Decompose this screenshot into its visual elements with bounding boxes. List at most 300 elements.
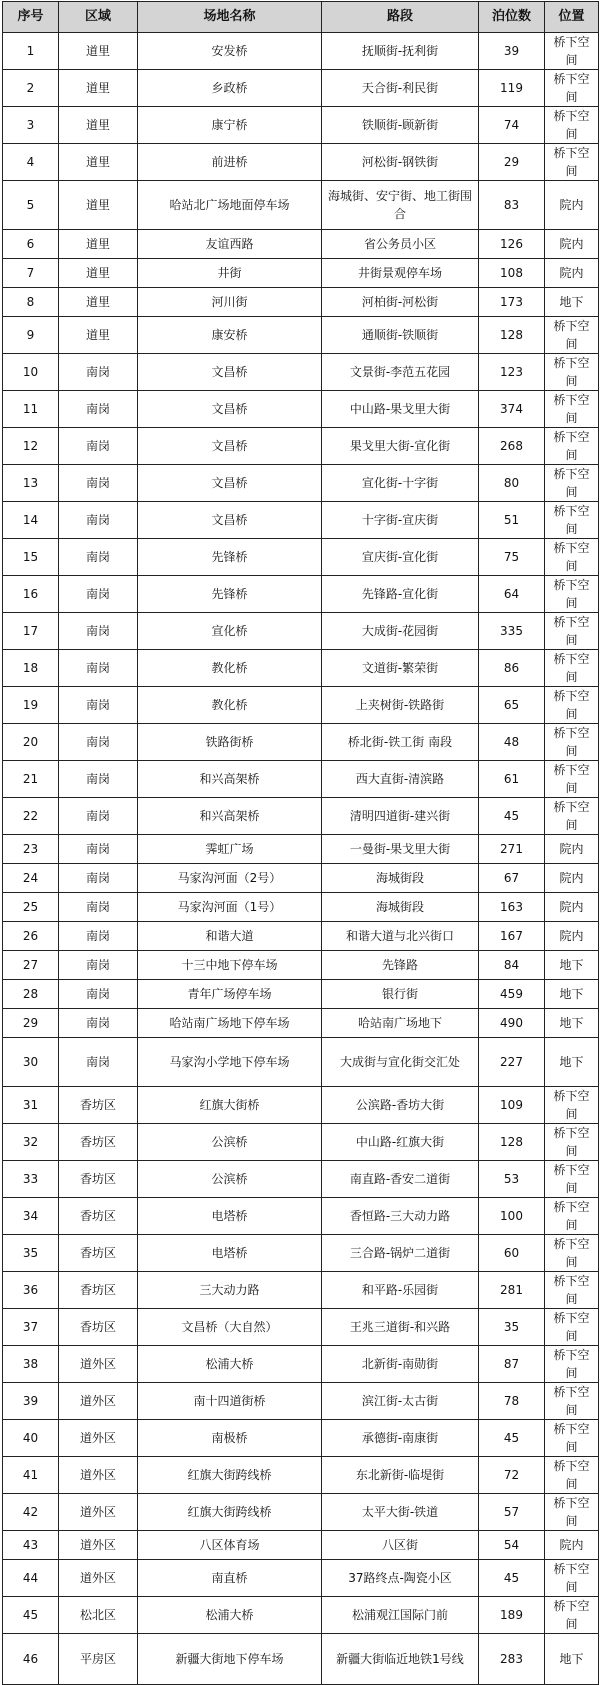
cell-district: 道里 <box>59 144 138 181</box>
cell-road-section: 省公务员小区 <box>322 230 479 259</box>
cell-location: 桥下空间 <box>545 1383 599 1420</box>
cell-road-section: 37路终点-陶瓷小区 <box>322 1560 479 1597</box>
cell-index: 26 <box>3 922 59 951</box>
cell-site-name: 电塔桥 <box>138 1235 322 1272</box>
cell-site-name: 南极桥 <box>138 1420 322 1457</box>
cell-site-name: 霁虹广场 <box>138 835 322 864</box>
cell-site-name: 三大动力路 <box>138 1272 322 1309</box>
cell-index: 29 <box>3 1009 59 1038</box>
cell-site-name: 乡政桥 <box>138 70 322 107</box>
cell-location: 桥下空间 <box>545 1124 599 1161</box>
cell-location: 桥下空间 <box>545 502 599 539</box>
cell-road-section: 松浦观江国际门前 <box>322 1597 479 1634</box>
cell-district: 南岗 <box>59 951 138 980</box>
cell-district: 南岗 <box>59 576 138 613</box>
cell-site-name: 哈站南广场地下停车场 <box>138 1009 322 1038</box>
table-row <box>3 1309 599 1346</box>
header-site-name: 场地名称 <box>138 2 322 33</box>
cell-district: 南岗 <box>59 922 138 951</box>
cell-index: 39 <box>3 1383 59 1420</box>
cell-spaces: 128 <box>479 1124 545 1161</box>
cell-road-section: 清明四道街-建兴街 <box>322 798 479 835</box>
table-row <box>3 1494 599 1531</box>
cell-spaces: 281 <box>479 1272 545 1309</box>
cell-district: 道外区 <box>59 1494 138 1531</box>
cell-road-section: 河柏街-河松街 <box>322 288 479 317</box>
cell-spaces: 64 <box>479 576 545 613</box>
table-row <box>3 576 599 613</box>
table-row <box>3 317 599 354</box>
cell-location: 地下 <box>545 1038 599 1087</box>
cell-location: 桥下空间 <box>545 317 599 354</box>
cell-road-section: 文道街-繁荣街 <box>322 650 479 687</box>
cell-road-section: 海城街段 <box>322 864 479 893</box>
cell-spaces: 60 <box>479 1235 545 1272</box>
cell-district: 南岗 <box>59 502 138 539</box>
cell-district: 道外区 <box>59 1346 138 1383</box>
cell-index: 38 <box>3 1346 59 1383</box>
cell-district: 南岗 <box>59 391 138 428</box>
cell-district: 道里 <box>59 317 138 354</box>
cell-location: 桥下空间 <box>545 428 599 465</box>
cell-location: 桥下空间 <box>545 1597 599 1634</box>
cell-location: 桥下空间 <box>545 613 599 650</box>
cell-location: 桥下空间 <box>545 1161 599 1198</box>
cell-location: 桥下空间 <box>545 1420 599 1457</box>
cell-location: 桥下空间 <box>545 465 599 502</box>
cell-location: 桥下空间 <box>545 1198 599 1235</box>
cell-spaces: 45 <box>479 1560 545 1597</box>
cell-site-name: 八区体育场 <box>138 1531 322 1560</box>
cell-spaces: 65 <box>479 687 545 724</box>
table-row <box>3 650 599 687</box>
cell-road-section: 井街景观停车场 <box>322 259 479 288</box>
table-row <box>3 613 599 650</box>
cell-district: 平房区 <box>59 1634 138 1685</box>
cell-road-section: 海城街段 <box>322 893 479 922</box>
table-row <box>3 1634 599 1685</box>
table-row <box>3 428 599 465</box>
cell-spaces: 39 <box>479 33 545 70</box>
cell-index: 25 <box>3 893 59 922</box>
cell-location: 地下 <box>545 980 599 1009</box>
cell-index: 19 <box>3 687 59 724</box>
table-row <box>3 1038 599 1087</box>
table-row <box>3 1560 599 1597</box>
table-row <box>3 144 599 181</box>
header-location: 位置 <box>545 2 599 33</box>
cell-road-section: 大成街与宣化街交汇处 <box>322 1038 479 1087</box>
cell-district: 南岗 <box>59 864 138 893</box>
cell-road-section: 三合路-锅炉二道街 <box>322 1235 479 1272</box>
cell-district: 南岗 <box>59 465 138 502</box>
cell-site-name: 和兴高架桥 <box>138 761 322 798</box>
cell-index: 45 <box>3 1597 59 1634</box>
cell-index: 28 <box>3 980 59 1009</box>
cell-spaces: 173 <box>479 288 545 317</box>
cell-spaces: 123 <box>479 354 545 391</box>
table-row <box>3 835 599 864</box>
cell-site-name: 安发桥 <box>138 33 322 70</box>
cell-district: 南岗 <box>59 539 138 576</box>
header-spaces: 泊位数 <box>479 2 545 33</box>
cell-road-section: 通顺街-铁顺街 <box>322 317 479 354</box>
cell-location: 院内 <box>545 230 599 259</box>
cell-district: 南岗 <box>59 835 138 864</box>
cell-site-name: 河川街 <box>138 288 322 317</box>
cell-index: 1 <box>3 33 59 70</box>
table-row <box>3 230 599 259</box>
cell-spaces: 35 <box>479 1309 545 1346</box>
cell-road-section: 八区街 <box>322 1531 479 1560</box>
table-row <box>3 1198 599 1235</box>
cell-district: 南岗 <box>59 980 138 1009</box>
cell-district: 香坊区 <box>59 1272 138 1309</box>
cell-spaces: 57 <box>479 1494 545 1531</box>
cell-district: 道外区 <box>59 1383 138 1420</box>
cell-road-section: 北新街-南勋街 <box>322 1346 479 1383</box>
cell-site-name: 南十四道街桥 <box>138 1383 322 1420</box>
cell-index: 31 <box>3 1087 59 1124</box>
cell-district: 南岗 <box>59 613 138 650</box>
cell-district: 道里 <box>59 230 138 259</box>
cell-index: 15 <box>3 539 59 576</box>
cell-site-name: 电塔桥 <box>138 1198 322 1235</box>
cell-location: 地下 <box>545 1009 599 1038</box>
cell-spaces: 74 <box>479 107 545 144</box>
cell-spaces: 109 <box>479 1087 545 1124</box>
cell-spaces: 271 <box>479 835 545 864</box>
cell-index: 21 <box>3 761 59 798</box>
cell-district: 香坊区 <box>59 1161 138 1198</box>
cell-site-name: 先锋桥 <box>138 539 322 576</box>
cell-spaces: 84 <box>479 951 545 980</box>
cell-spaces: 167 <box>479 922 545 951</box>
cell-index: 12 <box>3 428 59 465</box>
cell-spaces: 86 <box>479 650 545 687</box>
cell-spaces: 48 <box>479 724 545 761</box>
cell-location: 桥下空间 <box>545 687 599 724</box>
cell-spaces: 459 <box>479 980 545 1009</box>
cell-road-section: 王兆三道街-和兴路 <box>322 1309 479 1346</box>
table-row <box>3 354 599 391</box>
cell-spaces: 51 <box>479 502 545 539</box>
cell-index: 46 <box>3 1634 59 1685</box>
cell-road-section: 和平路-乐园街 <box>322 1272 479 1309</box>
cell-index: 8 <box>3 288 59 317</box>
cell-road-section: 抚顺街-抚利街 <box>322 33 479 70</box>
cell-location: 院内 <box>545 259 599 288</box>
cell-district: 香坊区 <box>59 1198 138 1235</box>
cell-location: 院内 <box>545 181 599 230</box>
cell-spaces: 490 <box>479 1009 545 1038</box>
cell-index: 30 <box>3 1038 59 1087</box>
cell-site-name: 文昌桥 <box>138 391 322 428</box>
cell-location: 桥下空间 <box>545 724 599 761</box>
table-row <box>3 1383 599 1420</box>
cell-site-name: 文昌桥 <box>138 354 322 391</box>
cell-district: 南岗 <box>59 428 138 465</box>
cell-district: 松北区 <box>59 1597 138 1634</box>
cell-road-section: 公滨路-香坊大街 <box>322 1087 479 1124</box>
cell-index: 11 <box>3 391 59 428</box>
cell-site-name: 康宁桥 <box>138 107 322 144</box>
cell-index: 18 <box>3 650 59 687</box>
cell-road-section: 宣化街-十字街 <box>322 465 479 502</box>
cell-road-section: 天合街-利民街 <box>322 70 479 107</box>
cell-road-section: 文景街-李范五花园 <box>322 354 479 391</box>
cell-road-section: 新疆大街临近地铁1号线 <box>322 1634 479 1685</box>
cell-road-section: 大成街-花园街 <box>322 613 479 650</box>
cell-district: 道外区 <box>59 1420 138 1457</box>
cell-road-section: 上夹树街-铁路街 <box>322 687 479 724</box>
table-row <box>3 391 599 428</box>
cell-spaces: 54 <box>479 1531 545 1560</box>
cell-site-name: 松浦大桥 <box>138 1346 322 1383</box>
cell-district: 南岗 <box>59 1038 138 1087</box>
table-row <box>3 502 599 539</box>
cell-index: 40 <box>3 1420 59 1457</box>
cell-spaces: 100 <box>479 1198 545 1235</box>
cell-index: 5 <box>3 181 59 230</box>
cell-site-name: 马家沟河面（1号） <box>138 893 322 922</box>
cell-location: 桥下空间 <box>545 761 599 798</box>
cell-site-name: 井街 <box>138 259 322 288</box>
cell-site-name: 教化桥 <box>138 687 322 724</box>
cell-road-section: 先锋路 <box>322 951 479 980</box>
cell-location: 桥下空间 <box>545 539 599 576</box>
header-road-section: 路段 <box>322 2 479 33</box>
cell-index: 4 <box>3 144 59 181</box>
table-row <box>3 798 599 835</box>
cell-road-section: 十字街-宣庆街 <box>322 502 479 539</box>
cell-index: 9 <box>3 317 59 354</box>
cell-district: 南岗 <box>59 354 138 391</box>
cell-district: 南岗 <box>59 724 138 761</box>
cell-district: 道外区 <box>59 1531 138 1560</box>
cell-location: 桥下空间 <box>545 798 599 835</box>
cell-road-section: 果戈里大街-宣化街 <box>322 428 479 465</box>
cell-spaces: 75 <box>479 539 545 576</box>
cell-road-section: 滨江街-太古街 <box>322 1383 479 1420</box>
table-body <box>3 33 599 1685</box>
table-row <box>3 922 599 951</box>
cell-road-section: 海城街、安宁街、地工街围合 <box>322 181 479 230</box>
cell-location: 院内 <box>545 1531 599 1560</box>
table-row <box>3 951 599 980</box>
cell-index: 27 <box>3 951 59 980</box>
table-row <box>3 70 599 107</box>
cell-location: 桥下空间 <box>545 1457 599 1494</box>
cell-location: 桥下空间 <box>545 354 599 391</box>
cell-site-name: 十三中地下停车场 <box>138 951 322 980</box>
cell-location: 院内 <box>545 835 599 864</box>
cell-index: 2 <box>3 70 59 107</box>
cell-road-section: 中山路-红旗大街 <box>322 1124 479 1161</box>
header-district: 区域 <box>59 2 138 33</box>
cell-spaces: 374 <box>479 391 545 428</box>
cell-district: 南岗 <box>59 893 138 922</box>
cell-spaces: 67 <box>479 864 545 893</box>
table-row <box>3 893 599 922</box>
header-row <box>3 2 599 33</box>
cell-location: 地下 <box>545 951 599 980</box>
cell-site-name: 马家沟河面（2号） <box>138 864 322 893</box>
cell-spaces: 119 <box>479 70 545 107</box>
cell-road-section: 西大直街-清滨路 <box>322 761 479 798</box>
cell-district: 道里 <box>59 288 138 317</box>
cell-district: 香坊区 <box>59 1087 138 1124</box>
cell-site-name: 哈站北广场地面停车场 <box>138 181 322 230</box>
cell-site-name: 和兴高架桥 <box>138 798 322 835</box>
cell-road-section: 香恒路-三大动力路 <box>322 1198 479 1235</box>
cell-spaces: 163 <box>479 893 545 922</box>
cell-index: 14 <box>3 502 59 539</box>
cell-index: 43 <box>3 1531 59 1560</box>
cell-location: 桥下空间 <box>545 1309 599 1346</box>
cell-spaces: 72 <box>479 1457 545 1494</box>
table-row <box>3 1235 599 1272</box>
cell-index: 3 <box>3 107 59 144</box>
cell-location: 桥下空间 <box>545 1494 599 1531</box>
cell-site-name: 先锋桥 <box>138 576 322 613</box>
cell-district: 南岗 <box>59 761 138 798</box>
cell-spaces: 283 <box>479 1634 545 1685</box>
cell-site-name: 文昌桥 <box>138 502 322 539</box>
cell-district: 道里 <box>59 107 138 144</box>
cell-site-name: 红旗大街跨线桥 <box>138 1494 322 1531</box>
cell-district: 香坊区 <box>59 1235 138 1272</box>
table-row <box>3 687 599 724</box>
table-row <box>3 1597 599 1634</box>
cell-location: 院内 <box>545 922 599 951</box>
cell-spaces: 87 <box>479 1346 545 1383</box>
table-row <box>3 1124 599 1161</box>
cell-site-name: 青年广场停车场 <box>138 980 322 1009</box>
cell-road-section: 承德街-南康街 <box>322 1420 479 1457</box>
cell-district: 道里 <box>59 181 138 230</box>
cell-site-name: 文昌桥 <box>138 465 322 502</box>
cell-district: 香坊区 <box>59 1309 138 1346</box>
cell-road-section: 桥北街-铁工街 南段 <box>322 724 479 761</box>
cell-road-section: 一曼街-果戈里大街 <box>322 835 479 864</box>
cell-location: 桥下空间 <box>545 1346 599 1383</box>
cell-location: 桥下空间 <box>545 70 599 107</box>
cell-spaces: 78 <box>479 1383 545 1420</box>
cell-spaces: 45 <box>479 798 545 835</box>
cell-spaces: 227 <box>479 1038 545 1087</box>
cell-district: 道外区 <box>59 1560 138 1597</box>
cell-location: 桥下空间 <box>545 576 599 613</box>
cell-location: 桥下空间 <box>545 107 599 144</box>
cell-location: 桥下空间 <box>545 1560 599 1597</box>
table-row <box>3 33 599 70</box>
cell-index: 41 <box>3 1457 59 1494</box>
cell-location: 桥下空间 <box>545 1272 599 1309</box>
table-row <box>3 1457 599 1494</box>
cell-location: 桥下空间 <box>545 144 599 181</box>
cell-site-name: 宣化桥 <box>138 613 322 650</box>
table-row <box>3 288 599 317</box>
cell-spaces: 83 <box>479 181 545 230</box>
table-row <box>3 465 599 502</box>
cell-index: 16 <box>3 576 59 613</box>
cell-site-name: 前进桥 <box>138 144 322 181</box>
cell-index: 22 <box>3 798 59 835</box>
cell-spaces: 268 <box>479 428 545 465</box>
cell-district: 南岗 <box>59 798 138 835</box>
cell-site-name: 教化桥 <box>138 650 322 687</box>
cell-spaces: 61 <box>479 761 545 798</box>
table-row <box>3 864 599 893</box>
cell-road-section: 和谐大道与北兴街口 <box>322 922 479 951</box>
cell-district: 道里 <box>59 259 138 288</box>
table-row <box>3 1346 599 1383</box>
cell-road-section: 先锋路-宣化街 <box>322 576 479 613</box>
table-row <box>3 259 599 288</box>
cell-spaces: 128 <box>479 317 545 354</box>
cell-spaces: 189 <box>479 1597 545 1634</box>
cell-site-name: 公滨桥 <box>138 1161 322 1198</box>
cell-road-section: 南直路-香安二道街 <box>322 1161 479 1198</box>
cell-road-section: 东北新街-临堤街 <box>322 1457 479 1494</box>
cell-index: 6 <box>3 230 59 259</box>
header-index: 序号 <box>3 2 59 33</box>
cell-index: 34 <box>3 1198 59 1235</box>
cell-spaces: 29 <box>479 144 545 181</box>
cell-index: 36 <box>3 1272 59 1309</box>
cell-district: 南岗 <box>59 1009 138 1038</box>
table-row <box>3 1531 599 1560</box>
cell-road-section: 中山路-果戈里大街 <box>322 391 479 428</box>
cell-index: 32 <box>3 1124 59 1161</box>
cell-index: 33 <box>3 1161 59 1198</box>
cell-index: 23 <box>3 835 59 864</box>
cell-spaces: 335 <box>479 613 545 650</box>
cell-site-name: 马家沟小学地下停车场 <box>138 1038 322 1087</box>
cell-site-name: 铁路街桥 <box>138 724 322 761</box>
cell-index: 17 <box>3 613 59 650</box>
cell-site-name: 松浦大桥 <box>138 1597 322 1634</box>
cell-index: 35 <box>3 1235 59 1272</box>
cell-index: 10 <box>3 354 59 391</box>
cell-site-name: 康安桥 <box>138 317 322 354</box>
cell-location: 院内 <box>545 893 599 922</box>
cell-index: 7 <box>3 259 59 288</box>
cell-location: 地下 <box>545 288 599 317</box>
cell-location: 桥下空间 <box>545 1087 599 1124</box>
table-row <box>3 724 599 761</box>
table-row <box>3 1161 599 1198</box>
cell-index: 37 <box>3 1309 59 1346</box>
cell-site-name: 友谊西路 <box>138 230 322 259</box>
cell-index: 13 <box>3 465 59 502</box>
cell-district: 道里 <box>59 33 138 70</box>
cell-district: 香坊区 <box>59 1124 138 1161</box>
table-row <box>3 1420 599 1457</box>
cell-location: 桥下空间 <box>545 391 599 428</box>
cell-road-section: 宣庆街-宣化街 <box>322 539 479 576</box>
cell-site-name: 红旗大街跨线桥 <box>138 1457 322 1494</box>
table-row <box>3 1272 599 1309</box>
cell-spaces: 126 <box>479 230 545 259</box>
cell-site-name: 新疆大街地下停车场 <box>138 1634 322 1685</box>
cell-district: 南岗 <box>59 687 138 724</box>
cell-site-name: 公滨桥 <box>138 1124 322 1161</box>
cell-index: 44 <box>3 1560 59 1597</box>
cell-site-name: 南直桥 <box>138 1560 322 1597</box>
cell-spaces: 45 <box>479 1420 545 1457</box>
